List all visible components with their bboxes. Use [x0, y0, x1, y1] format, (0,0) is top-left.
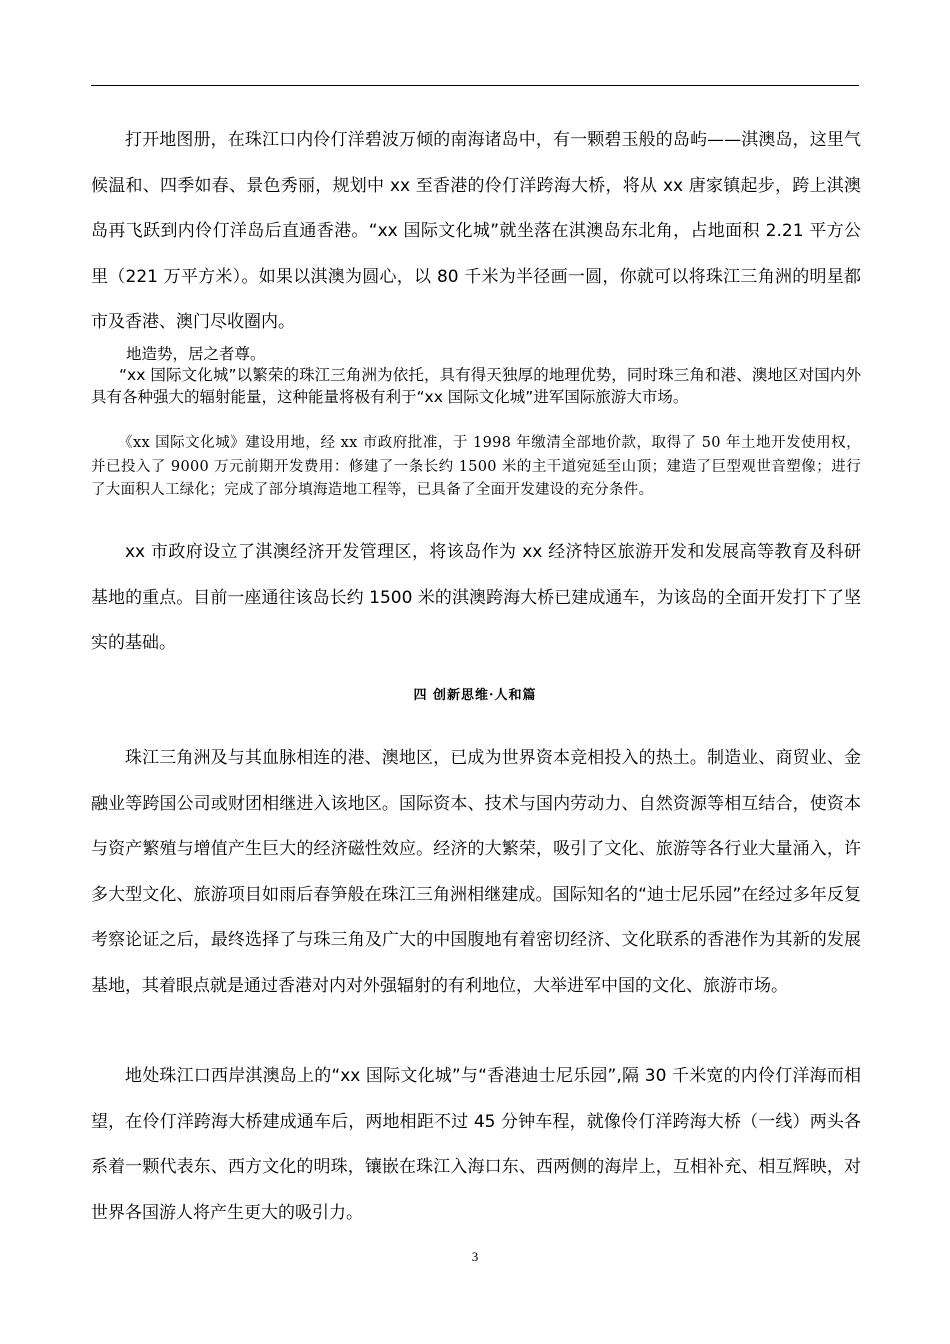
paragraph-island-intro: 打开地图册，在珠江口内伶仃洋碧波万倾的南海诸岛中，有一颗碧玉般的岛屿——淇澳岛，这里气候温和、四季如春、景色秀丽，规划中 xx 至香港的伶仃洋跨海大桥，将从 xx 唐家镇起步，跨上淇澳岛再飞跃到内伶仃洋岛后直通香港。“xx 国际文化城”就坐落在淇澳岛东北角，占地面积 2.21 平方公里（221 万平方米）。如果以淇澳为圆心，以 80 千米为半径画一圆，你就可以将珠江三角洲的明星都市及香港、澳门尽收圈内。	[91, 130, 861, 332]
paragraph-location-motto: 地造势，居之者尊。	[126, 345, 266, 363]
paragraph-disney-comparison: 地处珠江口西岸淇澳岛上的“xx 国际文化城”与“香港迪士尼乐园”,隔 30 千米宽的内伶仃洋海而相望，在伶仃洋跨海大桥建成通车后，两地相距不过 45 分钟车程，就像伶仃洋跨海大桥（一线）两头各系着一颗代表东、西方文化的明珠，镶嵌在珠江入海口东、西两侧的海岸上，互相补充、相互辉映，对世界各国游人将产生更大的吸引力。	[91, 1066, 861, 1223]
paragraph-management-zone: xx 市政府设立了淇澳经济开发管理区，将该岛作为 xx 经济特区旅游开发和发展高等教育及科研基地的重点。目前一座通往该岛长约 1500 米的淇澳跨海大桥已建成通车，为该岛的全面开发打下了坚实的基础。	[91, 542, 861, 653]
page-number: 3	[471, 1249, 479, 1264]
paragraph-capital-investment: 珠江三角洲及与其血脉相连的港、澳地区，已成为世界资本竞相投入的热土。制造业、商贸业、金融业等跨国公司或财团相继进入该地区。国际资本、技术与国内劳动力、自然资源等相互结合，使资本与资产繁殖与增值产生巨大的经济磁性效应。经济的大繁荣，吸引了文化、旅游等各行业大量涌入，许多大型文化、旅游项目如雨后春笋般在珠江三角洲相继建成。国际知名的“迪士尼乐园”在经过多年反复考察论证之后，最终选择了与珠三角及广大的中国腹地有着密切经济、文化联系的香港作为其新的发展基地，其着眼点就是通过香港对内对外强辐射的有利地位，大举进军中国的文化、旅游市场。	[91, 748, 861, 996]
paragraph-regional-advantage: “xx 国际文化城”以繁荣的珠江三角洲为依托，具有得天独厚的地理优势，同时珠三角和港、澳地区对国内外具有各种强大的辐射能量，这种能量将极有利于“xx 国际文化城”进军国际旅游大市场。	[91, 366, 861, 406]
section-heading: 四 创新思维·人和篇	[413, 688, 537, 703]
paragraph-land-development: 《xx 国际文化城》建设用地，经 xx 市政府批准，于 1998 年缴清全部地价款，取得了 50 年土地开发使用权，并已投入了 9000 万元前期开发费用：修建了一条长约 1500 米的主干道宛延至山顶；建造了巨型观世音塑像；进行了大面积人工绿化；完成了部分填海造地工程等，已具备了全面开发建设的充分条件。	[91, 435, 861, 498]
header-rule	[91, 85, 859, 86]
